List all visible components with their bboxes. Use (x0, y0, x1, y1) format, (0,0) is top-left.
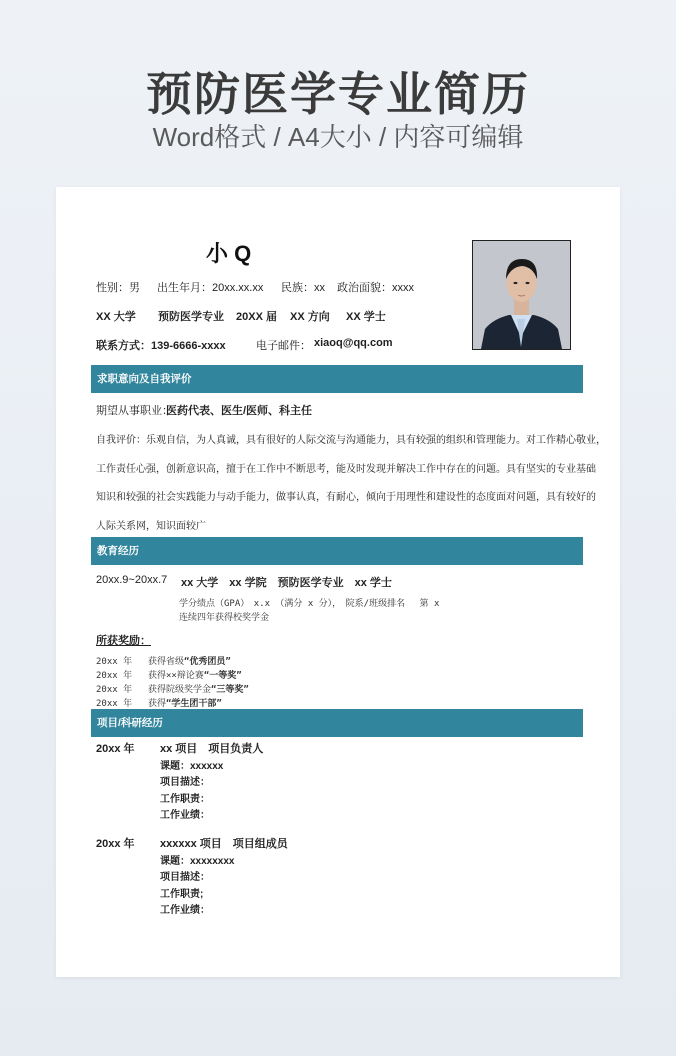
phone: 联系方式：139-6666-xxxx (96, 340, 226, 352)
edu-school: xx 大学 xx 学院 预防医学专业 xx 学士 (181, 577, 392, 589)
project-desc: 项目描述： (160, 872, 210, 883)
project-result: 工作业绩： (160, 810, 210, 821)
resume-paper (56, 187, 620, 977)
project-desc: 项目描述： (160, 777, 210, 788)
self-eval-line: 工作责任心强，创新意识高，擅于在工作中不断思考，能及时发现并解决工作中存在的问题。具有坚实的专业基础 (96, 464, 596, 475)
degree: XX 学士 (346, 311, 386, 323)
project-duty: 工作职责; (160, 889, 204, 900)
university: XX 大学 (96, 311, 136, 323)
direction: XX 方向 (290, 311, 330, 323)
major: 预防医学专业 (158, 311, 224, 323)
edu-period: 20xx.9~20xx.7 (96, 574, 168, 586)
award-item: 获得“学生团干部” (148, 699, 222, 709)
project-result: 工作业绩： (160, 905, 210, 916)
project-year: 20xx 年 (96, 743, 135, 755)
award-year: 20xx 年 (96, 685, 133, 695)
self-eval-line: 知识和较强的社会实践能力与动手能力，做事认真，有耐心，倾向于用理性和建设性的态度面对问题，具有较好的 (96, 492, 596, 503)
section-header-education: 教育经历 (91, 537, 583, 565)
section-header-projects: 项目/科研经历 (91, 709, 583, 737)
political-status: 政治面貌：xxxx (337, 282, 414, 294)
edu-scholarship: 连续四年获得校奖学金 (179, 613, 270, 623)
expected-job-value: 医药代表、医生/医师、科主任 (166, 405, 313, 417)
award-item: 获得××辩论赛“一等奖” (148, 671, 242, 681)
page-subtitle: Word格式 / A4大小 / 内容可编辑 (152, 122, 524, 152)
section-header-intent: 求职意向及自我评价 (91, 365, 583, 393)
edu-gpa: 学分绩点（GPA） x.x （满分 x 分）， 院系/班级排名 第 x (179, 599, 440, 609)
email-label: 电子邮件： (256, 340, 311, 352)
project-topic: 课题：xxxxxx (160, 761, 224, 772)
award-item: 获得院级奖学金“三等奖” (148, 685, 249, 695)
ethnicity: 民族：xx (281, 282, 325, 294)
award-year: 20xx 年 (96, 657, 133, 667)
project-topic: 课题：xxxxxxxx (160, 856, 235, 867)
email: xiaoq@qq.com (314, 337, 393, 349)
profile-photo (472, 240, 571, 350)
page-title: 预防医学专业简历 (146, 68, 530, 120)
project-name: xx 项目 项目负责人 (160, 743, 264, 755)
candidate-name: 小 Q (206, 241, 252, 266)
project-duty: 工作职责： (160, 794, 210, 805)
award-year: 20xx 年 (96, 671, 133, 681)
award-item: 获得省级“优秀团员” (148, 657, 231, 667)
expected-job-label: 期望从事职业： (96, 405, 173, 417)
self-eval-line: 人际关系网，知识面较广 (96, 521, 206, 532)
gender: 性别：男 (96, 282, 140, 294)
birth-date: 出生年月：20xx.xx.xx (157, 282, 264, 294)
self-eval-line: 自我评价：乐观自信，为人真诚，具有很好的人际交流与沟通能力，具有较强的组织和管理能力。对工作精心敬业， (96, 435, 606, 446)
project-name: xxxxxx 项目 项目组成员 (160, 838, 288, 850)
graduation-year: 20XX 届 (236, 311, 277, 323)
awards-title: 所获奖励： (96, 635, 151, 647)
award-year: 20xx 年 (96, 699, 133, 709)
project-year: 20xx 年 (96, 838, 135, 850)
